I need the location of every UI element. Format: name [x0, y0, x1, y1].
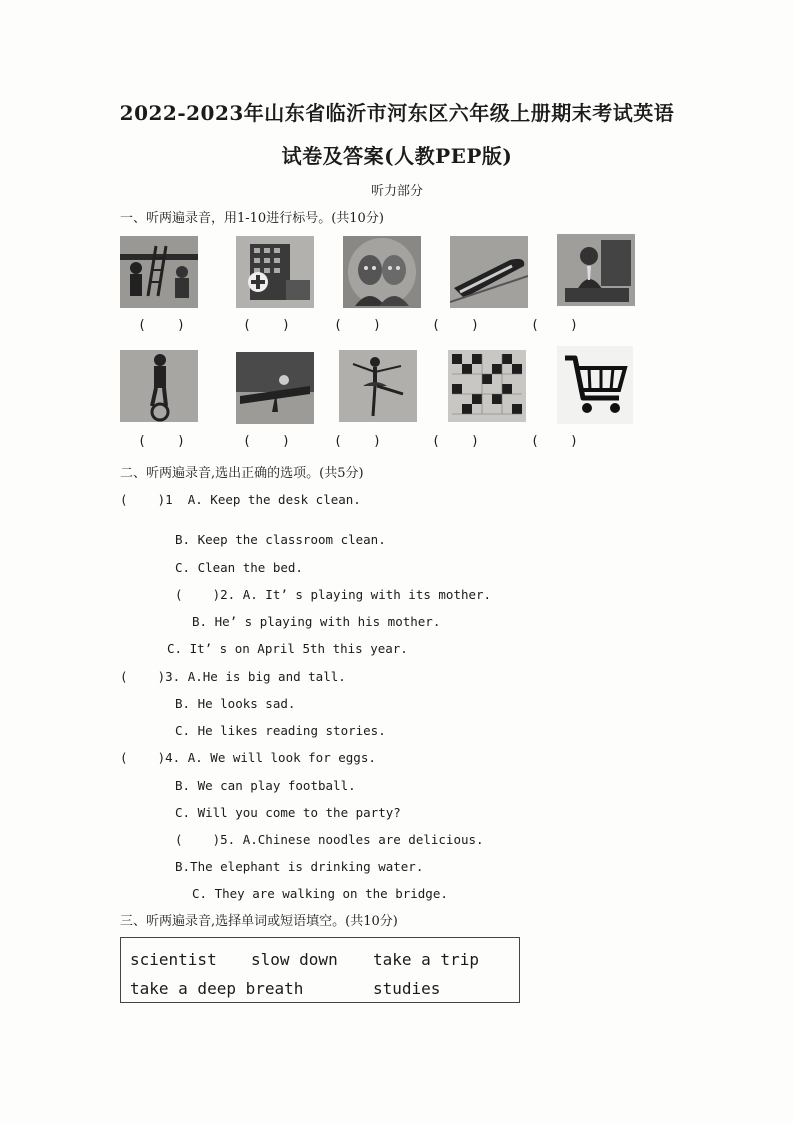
person-boat-icon: [236, 352, 314, 424]
person-unicycle-icon: [120, 350, 198, 422]
document-title-line-2: 试卷及答案(人教PEP版): [281, 144, 513, 168]
question-1-option-c: C. Clean the bed.: [175, 560, 303, 575]
question-2-option-a: ( )2. A. It’ s playing with its mother.: [175, 587, 492, 602]
picture-3: [343, 236, 421, 308]
picture-7: [236, 352, 314, 424]
picture-10: [557, 346, 633, 424]
document-title-line-1: 2022-2023年山东省临沂市河东区六年级上册期末考试英语: [119, 101, 675, 125]
ballet-dancer-icon: [339, 350, 417, 422]
question-4-option-c: C. Will you come to the party?: [175, 805, 401, 820]
hospital-icon: [236, 236, 314, 308]
word-bank-item: slow down: [251, 950, 338, 969]
picture-4: [450, 236, 528, 308]
word-bank-item: scientist: [130, 950, 217, 969]
question-2-option-b: B. He’ s playing with his mother.: [192, 614, 441, 629]
picture-6: [120, 350, 198, 422]
question-3-option-b: B. He looks sad.: [175, 696, 296, 711]
question-5-option-a: ( )5. A.Chinese noodles are delicious.: [175, 832, 484, 847]
answer-blank-5[interactable]: ( ): [531, 318, 578, 333]
question-5-option-b: B.The elephant is drinking water.: [175, 859, 424, 874]
word-bank-item: take a deep breath: [130, 979, 304, 998]
bullet-train-icon: [450, 236, 528, 308]
two-faces-icon: [343, 236, 421, 308]
picture-2: [236, 236, 314, 308]
answer-blank-3[interactable]: ( ): [334, 318, 381, 333]
listening-section-label: 听力部分: [370, 184, 423, 199]
answer-blank-8[interactable]: ( ): [334, 434, 381, 449]
answer-blank-10[interactable]: ( ): [531, 434, 578, 449]
answer-blank-1[interactable]: ( ): [138, 318, 185, 333]
people-ladder-icon: [120, 236, 198, 308]
shopping-cart-icon: [557, 346, 633, 424]
question-1-option-a: ( )1 A. Keep the desk clean.: [120, 492, 361, 507]
question-5-option-c: C. They are walking on the bridge.: [192, 886, 448, 901]
section-2-heading: 二、听两遍录音,选出正确的选项。(共5分): [120, 466, 364, 481]
question-3-option-c: C. He likes reading stories.: [175, 723, 386, 738]
picture-9: [448, 350, 526, 422]
question-1-option-b: B. Keep the classroom clean.: [175, 532, 386, 547]
answer-blank-4[interactable]: ( ): [432, 318, 479, 333]
question-3-option-a: ( )3. A.He is big and tall.: [120, 669, 346, 684]
section-3-heading: 三、听两遍录音,选择单词或短语填空。(共10分): [120, 914, 398, 929]
word-bank-item: take a trip: [373, 950, 479, 969]
question-2-option-c: C. It’ s on April 5th this year.: [167, 641, 408, 656]
answer-blank-7[interactable]: ( ): [243, 434, 290, 449]
section-1-heading: 一、听两遍录音，用1-10进行标号。(共10分): [120, 211, 384, 226]
question-4-option-b: B. We can play football.: [175, 778, 356, 793]
answer-blank-9[interactable]: ( ): [432, 434, 479, 449]
answer-blank-2[interactable]: ( ): [243, 318, 290, 333]
question-4-option-a: ( )4. A. We will look for eggs.: [120, 750, 376, 765]
word-bank-box: [120, 937, 520, 1003]
man-phone-icon: [557, 234, 635, 306]
picture-8: [339, 350, 417, 422]
picture-1: [120, 236, 198, 308]
crossword-icon: [448, 350, 526, 422]
word-bank-item: studies: [373, 979, 441, 998]
answer-blank-6[interactable]: ( ): [138, 434, 185, 449]
picture-5: [557, 234, 635, 306]
